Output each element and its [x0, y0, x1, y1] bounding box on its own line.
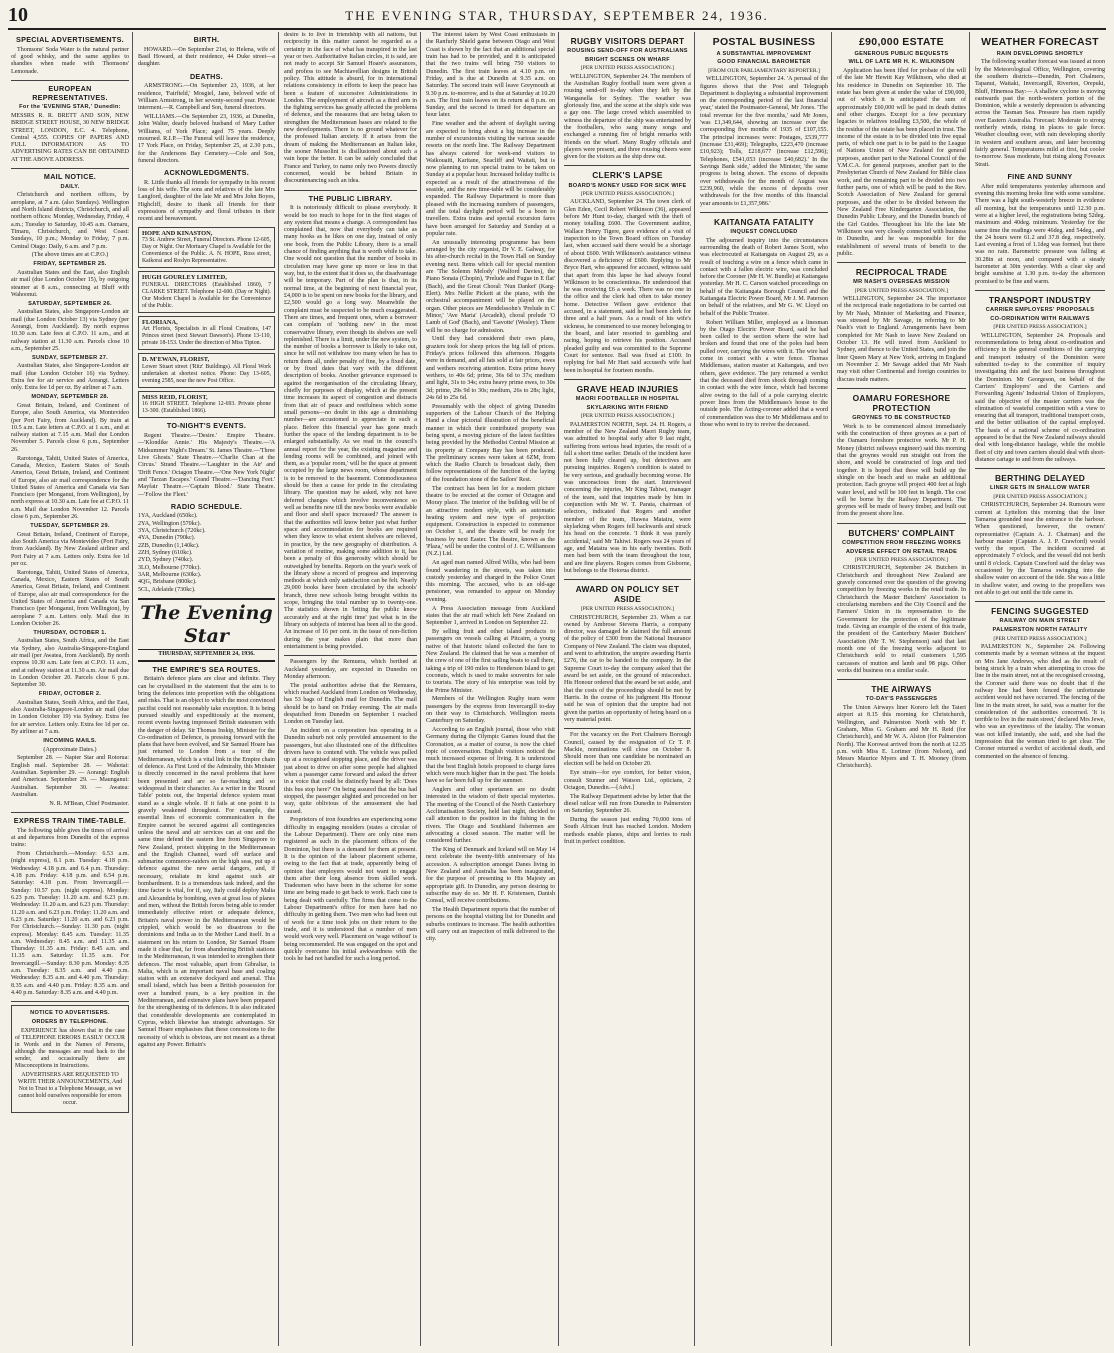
estate-text: Application has been filed for probate of the will of the late Mr Hewitt Kay Wilkinson, who died at his residence in Dunedin on September 10. The estate has been given at under the value of £90,000, out of which it is anticipated the sum of approximately £60,000 will be paid in death duties and other charges. Except for a few pecuniary legacies to relatives totalling £3,500, the whole of the residue of the estate has been placed in trust. The income of the estate is to be divided into five equal parts, of which one part is to be paid to the League of Nations Union of New Zealand for general purposes, another part to the National Council of the Y.M.C.A. for general purposes, another part to the Presbyterian Church of New Zealand for Bible class work, and the remaining part to be divided into two further parts, one of which will be paid to the Rev. Scotch Association of New Zealand for general purposes, and the other to be divided between the New Zealand Free Kindergarten Association, the Dunedin Public Library, and the Dunedin branch of the Girl Guides. Throughout his life the late Mr Wilkinson was very closely connected with business in Dunedin, and he was responsible for the establishment of several trusts of benefit to the public. [837, 68, 966, 257]
fencing-text: PALMERSTON N., September 24. Following comments made by a woman witness at the inquest on Mrs Jane Andrews, who died as the result of being struck by a train when attempting to cross the line in the main street, not at the recognised crossing, the Coroner said there was no doubt that if the railway line had been fenced the unfortunate accident would not have occurred. The fencing of the line in the main street, he said, was a matter for the consideration of the authorities concerned. 'It is terrible to live in the main street,' declared Mrs Jewe, who was an eyewitness of the fatality. The woman was not killed instantly, she said, and she had the impression that the woman tried to get clear. The Coroner returned a verdict of accidental death, and commented on the absence of fencing. [975, 644, 1106, 760]
news-item: The King of Denmark and Iceland will on May 14 next celebrate the twenty-fifth anniversary of his accession. A subscription amongst Danes living in New Zealand and Australia has been inaugurated, for the purpose of presenting to His Majesty an appropriate gift. In Dunedin, any person desiring to subscribe may do so. Mr H. F. Kristensen, Danish Consul, will receive contributions. [426, 847, 555, 905]
news-item: Passengers by the Remuera, which berthed at Auckland yesterday, are expected in Dunedin on Monday afternoon. [284, 659, 417, 680]
kaitangata-text-2: Robert William Miller, employed as a linesman by the Otago Electric Power Board, said he had been called to the section where the wire had broken and found that one of the poles had been pulled over, carrying the wires with it. The wire had come in contact with a wire fence. Thomas Middlemass, station master at Kaitangata, and two others, gave evidence. The jury returned a verdict that the deceased died from shock through coming in contact with the wire fence, which had become alive owing to the fall of a pole carrying electric power lines from the Middlemass's house to the outside pole. The Acting-coroner added that a word of commendation was due to Mr Middlemass and to those who went to try to revive the deceased. [700, 319, 828, 428]
florist-ad-floriana [138, 316, 275, 351]
tuesday-text-2: Rarotonga, Tahiti, United States of America, Canada, Mexico, Eastern States of South America, Great Britain, Ireland, and Continent of Europe, also air mail correspondence for the United States of America and Canada via San Francisco (per Monganui, from Wellington), by aeroplane 7 a.m. Letters only. Mail due in London October 26. [11, 569, 129, 627]
friday2-heading: FRIDAY, OCTOBER 2. [38, 691, 102, 698]
friday2-text: Australian States, South Africa, and the East, also Australia-Singapore-London air mail (due in London October 19) via Sydney. Extra fee for air service. Letters only. Extra fee 1d per oz. By airliner at 7 a.m. [11, 699, 129, 736]
paper-date-line: THE EVENING STAR, THURSDAY, SEPTEMBER 24, 1936. [345, 8, 769, 23]
trade-subhead: MR NASH'S OVERSEAS MISSION [853, 279, 950, 286]
transport-text: WELLINGTON, September 24. Proposals and recommendations to bring about co-ordination and efficiency in the general conditions of the carrying and transport industry of the Dominion were submitted to-day to the committee of inquiry investigating this and the taxi business throughout the Dominion. Mr Georgeson, on behalf of the Carriers' Employers' and the Carriers and Forwarding Agents' Industrial Union of Employers, said the objective of the master carriers was the elimination of wasteful competition with a view to ensuring that all transport, traditional transport costs, and the better utilisation of the capital employed. The basis of a national scheme of co-ordination appeared to be that the New Zealand railways should deal with long-distance haulage, while the mobile fleet of city and town carriers should deal with short-distance cartage to and from the railways. [975, 332, 1105, 463]
radio-station: 3YA, Christchurch (720kc). [138, 528, 206, 535]
press-credit: [PER UNITED PRESS ASSOCIATION.] [854, 287, 949, 294]
column-7 [834, 32, 970, 1346]
foreshore-subhead: GROYNES TO BE CONSTRUCTED [852, 415, 951, 422]
postal-headline: POSTAL BUSINESS [712, 36, 816, 48]
birth-heading: BIRTH. [193, 35, 220, 44]
ad-text: Art Florists, Specialists in all Floral Creations, 147 Princes street (next Stewart Dawson's). Phone 13-110, private 18-153. Under the direction of Miss Tipton. [142, 326, 271, 347]
express-text-2: From Christchurch.—Monday: 6.53 a.m. (night express), 8.1 p.m. Tuesday: 4.18 p.m. Wednesday: 4.18 p.m. and 6.4 p.m. Thursday: 4.18 p.m. Friday: 4.18 p.m. and 6.54 p.m. Saturday: 4.18 p.m. From Invercargill.—Sunday: 10.57 p.m. (night express). Monday: 6.23 p.m. Tuesday: 11.20 a.m. and 6.23 p.m. Wednesday: 11.20 a.m. and 6.23 p.m. Thursday: 11.20 a.m. and 6.23 p.m. Friday: 11.20 a.m. and 6.23 p.m. Saturday: 11.20 a.m. and 6.23 p.m. For Christchurch.—Sunday: 11.30 p.m. (night express). Monday: 8.45 a.m. Tuesday: 11.35 a.m. Wednesday: 8.45 a.m. and 11.35 a.m. Thursday: 11.35 a.m. Friday: 8.45 a.m. and 11.35 a.m. Saturday: 11.35 a.m. For Invercargill.—Sunday: 8.30 p.m. Monday: 8.35 a.m. Tuesday: 8.35 a.m. and 4.40 p.m. Wednesday: 8.35 a.m. and 4.40 p.m. Thursday: 8.35 a.m. and 4.40 p.m. Friday: 8.35 a.m. and 4.40 p.m. Saturday: 8.35 a.m. and 4.40 p.m. [11, 851, 129, 997]
clerk-subhead: BOARD'S MONEY USED FOR SICK WIFE [568, 182, 687, 189]
thursday-heading: THURSDAY, OCTOBER 1. [33, 629, 107, 636]
ad-name: MISS REID, FLORIST, [142, 393, 208, 401]
fencing-subhead-2: PALMERSTON NORTH FATALITY [992, 627, 1088, 634]
press-credit: [PER UNITED PRESS ASSOCIATION.] [993, 635, 1087, 642]
news-item: The postal authorities advise that the Remuera, which reached Auckland from London on Wednesday, has 53 bags of English mail for Dunedin. The mail should be to hand on Friday evening. The air mails despatched from Dunedin on September 1 reached London on Tuesday last. [284, 682, 417, 726]
deaths-text-2: WILLIAMS.—On September 23, 1936, at Dunedin, John Walter, dearly beloved husband of Mary Luther Williams, of York Place; aged 75 years. Deeply mourned. R.I.P.—The Funeral will leave the residence, 17 York Place, on Friday, September 25, at 2.30 p.m., for the Andersons Bay Cemetery.—Cole and Son, funeral directors. [138, 113, 275, 164]
fine-sunny-text: After mild temperatures yesterday afternoon and evening this morning broke fine with some sunshine. There was a light south-westerly breeze in evidence all morning, but the temperatures until 12.30 p.m. were at a higher level, the registrations being 52deg. maximum and 40deg. minimum. Yesterday for the same time the readings were 46deg. and 54deg., and the 24 hours were 61.2 and 37.8 deg. respectively. Last evening a frost of 1.1deg was formed, but there was no rain. Barometric pressure was falling at 30.28in at noon, and compared with a steady barometer at 30in yesterday. With a clear sky and bright sunshine at 1.30 p.m. to-day the afternoon promised to be fine and warm. [975, 183, 1105, 285]
radio-station: 3LO, Melbourne (770kc). [138, 564, 201, 571]
tonight-heading: TO-NIGHT'S EVENTS. [166, 421, 247, 431]
press-credit: [PER UNITED PRESS ASSOCIATION.] [580, 191, 675, 198]
news-item: The interest taken by West Coast enthusiasts in the Ranfurly Shield game between Otago and West Coast is shown by the fact that an additional special train has had to be provided, and it is anticipated that the two trains will bring 750 visitors to Dunedin. The first train leaves at 4.10 p.m. on Friday, and is due at Dunedin at 9.35 a.m. on Saturday. The second train will leave Greymouth at 9.30 p.m. to-morrow, and is due at Saturday at 10.20 a.m. The first train leaves on its return at 8 p.m. on Sunday, and the second is timed for departure an hour later. [426, 32, 555, 119]
head-injuries-headline: GRAVE HEAD INJURIES [576, 383, 679, 394]
column-6 [697, 32, 832, 1346]
editorial-text: Britain's defence plans are clear and definite. They can be crystallised in the statement that the aim is to bring the defences into proportion with the obligations and risks. That is an object to which the most convinced pacifist could not reasonably take exception. It is being pursued steadily and expeditiously at the moment, recent events having impressed British statesmen with the danger of delay. Sir Thomas Inskip, Minister for the Co-ordination of Defence, is pressing forward with the plans that have been evolved, and Sir Samuel Hoare has just returned to London from a tour of the Mediterranean, which is a vital link in the Empire chain of defence. As First Lord of the Admiralty, this Minister is directly concerned in the naval problems that have been presented and are so far-reaching and so widespread in their character. As a writer in the 'Round Table' points out, the Imperial defence system must stand as a single whole. If it fails at one point it is gravely weakened throughout. For example, the essential lines of economic communication in the Empire cannot be secured against all contingencies unless the naval and air services can at one and the same time defend the eastern line from Singapore to New Zealand, protect shipping in the Mediterranean and the English Channel, ward off surface and submarine commerce-raiders on the high seas, put up a defence against the new aerial dangers, and, if necessary, retaliate in kind against such air bombardment. It is a tremendous task indeed, and the time factor is vital, for if, say, Italy could deploy Malta and Alexandria by bombing, even at great loss of planes and men, without the British forces being able to render immediately effective retort or adequate defence, Britain's naval power in the Mediterranean would be crippled, which would be so disastrous to the dominions and India as to the Mother Land itself. In a statement on his return to London, Sir Samuel Hoare made it clear that, far from abandoning British stations in the Mediterranean, it was intended to strengthen their defences. The most valuable, apart from Gibraltar, is Malta, which is an important naval base and coaling station with an extensive dockyard and arsenal. This small island, which has been a British possession for over a hundred years, is a key position in the Mediterranean, and extensive plans have been prepared for the strengthening of its defences. It is also indicated that considerable developments are contemplated in Cyprus, which likewise has strategic advantages. Sir Samuel Hoare emphasises that these concessions to the necessity of which is obvious, are not meant as a threat against any Power. Britain's [138, 676, 275, 1048]
news-item: The Railway Department advise by letter that the diesel railcar will run from Dunedin to Palmerston on Saturday, September 26. [564, 793, 691, 815]
press-credit: [PER UNITED PRESS ASSOCIATION.] [993, 494, 1087, 501]
radio-schedule [138, 513, 275, 593]
rugby-headline: RUGBY VISITORS DEPART [570, 36, 685, 46]
press-credit: [PER UNITED PRESS ASSOCIATION.] [580, 65, 675, 72]
column-4 [423, 32, 559, 1346]
butchers-headline: BUTCHERS' COMPLAINT [848, 527, 955, 538]
incoming-heading: INCOMING MAILS. [43, 737, 97, 744]
column-1 [8, 32, 133, 1346]
evening-star-masthead: The Evening Star [138, 598, 275, 651]
estate-headline: £90,000 ESTATE [859, 36, 944, 48]
news-item: The Health Department reports that the number of persons on the hospital visiting list for Dunedin and suburbs continues to increase. The health authorities will carry out an inspection of milk delivered to the city. [426, 907, 555, 943]
special-ad-text: Thomsons' Soda Water is the natural partner of good whisky, and the same applies to shandies when made with Thomsons' Lemonade. [11, 46, 129, 75]
incoming-text: September 28. — Napier Star and Rotorua: English mail. September 28. — Wahotai: Australian. September 29. — Aorangi: English and American. September 29. — Maunganui: Australian. September 30. — Awatea: Australian. [11, 755, 129, 798]
library-heading: THE PUBLIC LIBRARY. [308, 193, 393, 203]
mail-notice-heading: MAIL NOTICE. [43, 172, 97, 182]
library-text: It is notoriously difficult to please everybody. It would be too much to hope for in the first stages of any system that means a change. A correspondent has complained that, now that everybody can take as many books as he likes on one day, instead of only one book, from the Public Library, there is a small chance of finding anything that is worth while to take. One would not question that the number of books in circulation may have gone up more or less in that way, but, to the extent that it does so, the disadvantage will be temporary. Part of the plan is that, in its normal time, at the beginning of next financial year, £4,000 is to be spent on new books for the library, and £2,500 would go a long way. Meanwhile the complaint must be suspected to be much exaggerated. There are times, and frequent ones, when a borrower can complain of 'nothing new' in the most conservative library, even though its shelves are well replenished. There is a limit, under the new system, to the number of books a borrower is likely to take out, since he will not withdraw too many when he has to return them all, under penalty of fine, by a fixed date, or by fixed dates that vary with the different description of books. Another grievance expressed is against the reorganisation of the circulating library, chiefly for purposes of display, which at the present time increases its aspect of congestion and distracts from that air of peace and restfulness which some small persons—no doubt in this age a diminishing number—are accustomed to appreciate in such a place. Before this financial year has gone much further the space of the lending department is to be enlarged substantially. As we read in the council's annual report for the year, the existing magazine and lending rooms will be combined, and joined with them, as a 'popular room,' will be the space at present occupied by the large news room, whose department is to be removed to the basement. Commodiousness should be then a cause for pride in the circulating library. The question may be asked, why not have deferred changes which involve inconvenience so well as benefits now till the new books were available and floor and shelf space increased? The answer is that the authorities will know better just what further space and accommodation for books are required when they know to what extent shelves are relieved, in practice, by the new geography of distribution. A variation of routine, making some addition to it, has been a penalty of this generosity which should be outweighed by benefits. Reports on the year's work of the library show a record of progress and improving methods at which only satisfaction can be felt. Nearly 29,000 books have been circulated by the schools' branch, three new schools being brought within its scope, bringing the total number up to twenty-one. The statistics shown in 'letting the public know accurately and at the right time' just what is in the library on subjects of interest has been all to the good. An increase of 16 per cent. in the issue of non-fiction during the year makes plain that more than entertainment is being provided. [284, 205, 417, 650]
radio-station: 4YA, Dunedin (790kc). [138, 535, 196, 542]
rugby-text: WELLINGTON, September 24. The members of the Australian Rugby football team were given a rousing send-off to-day when they left by the Wanganella for Sydney. The weather was gloriously fine, and the scene at the ship's side was a gay one. The large crowd which assembled to witness the departure of the ship was entertained by the footballers, who sang many songs and exchanged a running fire of bright remarks with friends on the wharf. Many Rugby officials and players were present, and three rousing cheers were given for the visitors as the ship drew out. [564, 73, 691, 161]
clerk-text: AUCKLAND, September 24. The town clerk of Glen Eden, Cecil Robert Wilkinson (36), appeared before Mr Hunt to-day, charged with the theft of money totalling £600. The Government auditor, Wallace Henry Tigere, gave evidence of a visit of inspection to the Town Board offices on Tuesday last, when accused said there would be a shortage of about £600. With Wilkinson's assistance witness discovered a deficiency of £600. Replying to Mr Bryce Hart, who appeared for accused, witness said that apart from this lapse he had always found Wilkinson to be conscientious. He understood that he was receiving £6 a week. There was no one in the office and the clerk had often to take money home. Detective Wilson gave evidence that accused, in a statement, said he had been clerk for three and a half years. As a result of his wife's sickness, he commenced to use money belonging to the board, and later resorted to gambling and racing, hoping to retrieve his position. Accused pleaded guilty and was committed to the Supreme Court for sentence. Bail was fixed at £100. In replying for bail Mr Hart said accused's wife had been in hospital for fourteen months. [564, 199, 691, 374]
news-item: Proprietors of iron foundries are experiencing some difficulty in engaging moulders (states a circular of the Labour Department). There are only nine men registered as such in the placement offices of the Dominion, but there is a demand for them at present. It is the opinion of the labour placement scheme, owing to the fact that at trade, apparently being of opinion that employers would not want to engage them after their long absence from skilled work. Tradesmen who have been in the scheme for some time are being made to get back to work. Each case is being dealt with carefully. The firms that come to the Labour Department's office for men have had no difficulty in getting them. Two men who had been out of work for a time took jobs on their return to the trade, and it is understood that a number of men would work very well. Placement on 'wage without' is being recommended. He was engaged on the spot and quickly overcame his initial awkwardness with the tools he had not handled for such a long period. [284, 817, 417, 963]
news-item: A Press Association message from Auckland states that the air mail which left New Zealand on September 1, arrived in London on September 22. [426, 605, 555, 627]
ad-name: FLORIANA, [142, 318, 178, 326]
butchers-subhead: COMPETITION FROM FREEZING WORKS [842, 539, 961, 546]
kaitangata-subhead: INQUEST CONCLUDED [730, 228, 798, 235]
tonight-text: Regent Theatre.—'Desire.' Empire Theatre.—'Klondike Annie.' His Majesty's Theatre.—'A Midsummer Night's Dream.' St. James Theatre.—'Three Live Ghosts.' State Theatre.—'Charlie Chan at the Circus.' Strand Theatre.—'Laughter in the Air' and 'Drift Fence.' Octagon Theatre.—'One New York Night' and 'Tarzan Escapes.' Grand Theatre.—'Dancing Feet.' Mayfair Theatre.—'Captain Blood.' State Theatre.—'Follow the Fleet.' [138, 433, 275, 498]
news-item: For the vacancy on the Port Chalmers Borough Council, caused by the resignation of Cr T. P. Mackie, nominations will close on October 8. Should more than one candidate be nominated an election will be held on October 20. [564, 732, 691, 768]
press-credit: [PER UNITED PRESS ASSOCIATION.] [580, 413, 675, 420]
airways-text: The Union Airways liner Korero left the Taieri airport at 8.15 this morning for Christchurch, Wellington, and Palmerston North with Mr F. Graham, Miss G. Graham and Mr H. Reid (for Christchurch), and Mr W. A. Alston (for Palmerston North). The Korowai arrived from the north at 12.35 p.m. with Miss E. Lorimer (from Nelson), and Messrs Maurice Myers and T. H. Mooney (from Christchurch). [837, 704, 966, 770]
monday-text-2: Rarotonga, Tahiti, United States of America, Canada, Mexico, Eastern States of South America, Great Britain, Ireland, and Continent of Europe, also air mail correspondence for the United States of America and Canada via San Francisco (per Monganui, from Wellington), by north express at 10.30 a.m. Late fee at C.P.O. 11 a.m. Mail due London November 12. Parcels close 6 p.m., September 26. [11, 455, 129, 521]
postal-subhead: A SUBSTANTIAL IMPROVEMENT [716, 50, 812, 57]
weather-headline: WEATHER FORECAST [981, 36, 1099, 48]
radio-station: 2YD, Sydney (740kc). [138, 557, 194, 564]
saturday-text: Australian States, also Singapore-London air mail (due London October 13) via Sydney (per Aorangi, from Auckland). By north express 10.30 a.m. Late fees at C.P.O. 11 a.m., and at railway station at 11.30 a.m. Parcels close 10 a.m., September 25. [11, 309, 129, 352]
foreshore-headline: OAMARU FORESHORE PROTECTION [852, 392, 951, 413]
airways-subhead: TO-DAY'S PASSENGERS [865, 696, 938, 703]
news-item: The contract has been let for a modern picture theatre to be erected at the corner of Octagon and Moray place. The interior of the building will be of an attractive modern style, with an automatic heating system and new type of projection equipment. Construction is expected to commence on October 1, and the theatre will be ready for business by next Easter. The theatre, known as the 'Plaza,' will be under the control of J. C. Williamson (N.Z.) Ltd. [426, 485, 555, 558]
ad-text: Lower Stuart street ('Ritz' Buildings). All Floral Work undertaken at shortest notice. Phone: Day 13-605, evening 2585, near the new Post Office. [142, 363, 271, 384]
clerk-headline: CLERK'S LAPSE [592, 170, 663, 181]
radio-station: 2ZB, Dunedin (1,140kc). [138, 542, 200, 549]
notice-to-advertisers [11, 1005, 129, 1112]
news-item: Fine weather and the advent of daylight saving are expected to bring about a big increase in the number of excursionists visiting the various seaside resorts on the north line. The Railway Department has always catered for week-end visitors to Waikouaiti, Karitane, Seacliff and Waitati, but is now planning to run special trains to be taken on Sunday at a popular hour. Increased holiday traffic is expected as a result of the attractiveness of the seaside, and the new time-table will be considerably expanded. The Railway Department is more than pleased with the increasing numbers of passengers, and the total daylight period will be a boon to travellers. Extra trains and special excursion fares have been arranged for Saturday and Sunday at a popular rate. [426, 121, 556, 237]
head-injuries-subhead: MAORI FOOTBALLER IN HOSPITAL [575, 396, 680, 402]
news-item: Members of the Wellington Rugby team were passengers by the express from Invercargill to-day on their way to Christchurch. Wellington meets Canterbury on Saturday. [426, 696, 555, 725]
news-item: By selling fruit and other island products to passengers on vessels calling at Pitcairn, a young native of that historic island collected the fare to New Zealand. He claimed that he was a member of the crew of one of the first sailing boats to call there, taking a trip of 190 miles to Henderson Island to get coconuts, which is used to make souvenirs for sale to tourists. The story of his enterprise was told by the Prime Minister. [426, 629, 555, 694]
daily-note: (The above times are at C.P.O.) [31, 252, 109, 259]
deaths-heading: DEATHS. [189, 71, 224, 81]
news-item: Eye strain—for eye comfort, for better vision, consult Stunner and Watson Ltd., opticians, 2 Octagon, Dunedin.—[Advt.] [564, 770, 691, 791]
funeral-ad-hope-kinaston [138, 227, 275, 269]
notice-text-2: ADVERTISERS ARE REQUESTED TO WRITE THEIR ANNOUNCEMENTS, And Not to Trust to a Telephone Message, as we cannot hold ourselves responsible for errors occur. [17, 1071, 123, 1107]
fencing-headline: FENCING SUGGESTED [991, 606, 1089, 617]
fine-sunny-heading: FINE AND SUNNY [1007, 171, 1073, 181]
express-heading: EXPRESS TRAIN TIME-TABLE. [13, 816, 127, 826]
saturday-heading: SATURDAY, SEPTEMBER 26. [28, 300, 112, 307]
thursday-text: Australian States, South Africa, and the East via Sydney, also Australia-Singapore-England air mail (per Awatea, from Auckland). By north express 10.30 a.m. Late fees at C.P.O. 11 a.m., and at railway station at 11.30 a.m. Air mail due in London October 20. Parcels close 6 p.m. September 30. [11, 638, 129, 689]
rugby-subhead: ROUSING SEND-OFF FOR AUSTRALIANS [567, 48, 688, 55]
incoming-sub: (Approximate Dates.) [43, 746, 97, 753]
editorial-date: THURSDAY, SEPTEMBER 24, 1936. [138, 651, 275, 661]
daily-heading: DAILY. [60, 183, 80, 190]
transport-subhead-2: CO-ORDINATION WITH RAILWAYS [990, 315, 1090, 322]
trade-text: WELLINGTON, September 24. The importance of the reciprocal trade negotiations to be carried out by Mr Nash, Minister of Marketing and Finance, was stressed by Mr Savage, in referring to Mr Nash's visit to England. Arrangements have been completed for Mr Nash to leave New Zealand on October 13. He will travel from Auckland to Sydney, and thence to the United States, and join the liner Queen Mary at New York, arriving in England on November 2. Mr Savage added that Mr Nash may visit other Continental and foreign countries to discuss trade matters. [837, 296, 966, 383]
deaths-text-1: ARMSTRONG.—On September 23, 1936, at her residence, 'Fairfield,' Mosgiel, Jane, beloved wife of William Armstrong, in her seventy-second year. Private interment.—R. Campbell and Son, funeral directors. [138, 83, 275, 112]
head-injuries-text: PALMERSTON NORTH, Sept. 24. H. Rogers, a member of the New Zealand Maori Rugby team, was admitted to hospital early after 9 last night, suffering from serious head injuries, the result of a fall a short time earlier. Details of the incident have not been fully cleared up, but detectives are pursuing inquiries. Rogers's condition is stated to be very serious, and gradually becoming worse. He was unconscious from the start. Interviewed concerning the injuries, Mr King Tahiwi, manager of the team, said that inquiries made by him in conjunction with Mr W. T. Parata, chairman of selectors, indicated that Rogers and another member of the team, Hawea Mataira, were skylarking when Rogers fell backwards and struck his head on the concrete. 'I think it was purely accidental,' said Mr Tahiwi. Rogers was 24 years of age, and Mataira was in his early twenties. Both men had been with the team throughout the tour, and are fine players. Rogers comes from Gisborne, but belongs to the Hotorua district. [564, 421, 691, 574]
berthing-headline: BERTHING DELAYED [994, 473, 1086, 484]
kaitangata-headline: KAITANGATA FATALITY [714, 216, 814, 227]
airways-headline: THE AIRWAYS [871, 684, 932, 695]
head-injuries-subhead-2: SKYLARKING WITH FRIEND [586, 404, 669, 411]
sunday-text: Australian States, also Singapore-London air mail (due London October 16) via Sydney. Extra fee for air service and Aorangi. Letters only. Extra fee 1d per oz. By airliner at 7 a.m. [11, 363, 129, 392]
news-item: During the season just ending 70,000 tons of South African fruit has reached London. Modern methods enable planes, ships and lorries to rush fruit in perfect condition. [564, 817, 691, 846]
funeral-ad-gourley [138, 271, 275, 313]
ack-heading: ACKNOWLEDGMENTS. [163, 168, 250, 178]
monday-heading: MONDAY, SEPTEMBER 28. [31, 394, 109, 401]
page-number: 10 [8, 4, 28, 26]
notice-heading: NOTICE TO ADVERTISERS. [30, 1010, 110, 1017]
butchers-subhead-2: ADVERSE EFFECT ON RETAIL TRADE [845, 548, 958, 555]
radio-station: 2YA, Wellington (570kc). [138, 520, 202, 527]
european-sub: For the 'EVENING STAR,' Dunedin: [19, 104, 121, 111]
express-text: The following table gives the times of arrival at and departures from Dunedin of the express trains: [11, 827, 129, 849]
radio-station: 5CL, Adelaide (730kc). [138, 586, 196, 593]
news-item: An aged man named Alfred Willis, who had been found wandering in the streets, was taken into custody yesterday and charged in the Police Court this morning. The accused, who is an old-age pensioner, was remanded to appear on Monday evening. [426, 560, 555, 603]
press-credit: [PER UNITED PRESS ASSOCIATION.] [854, 557, 949, 564]
kaitangata-text: The adjourned inquiry into the circumstances surrounding the death of Robert James Scott, who was electrocuted at Kaitangata on August 29, as a result of touching a wire on a fence which came in contact with a fallen electric wire, was concluded before the Coroner (Mr H. W. Bundle) at Kaitangata yesterday. Mr H. C. Carson watched proceedings on behalf of the Kaitangata Borough Council and the Kaitangata Electric Power Board, Mr J. M. Paterson on behalf of the relatives, and Mr G. W. Lloyd on behalf of the Public Trustee. [700, 237, 828, 317]
editorial-heading: THE EMPIRE'S SEA ROUTES. [152, 664, 261, 674]
press-credit: [PER UNITED PRESS ASSOCIATION.] [580, 606, 675, 613]
european-heading: EUROPEAN REPRESENTATIVES. [32, 83, 108, 102]
radio-heading: RADIO SCHEDULE. [170, 501, 243, 511]
special-ads-heading: SPECIAL ADVERTISEMENTS. [16, 35, 124, 44]
daily-text: Christchurch and northern offices, by aeroplane, at 7 a.m. (also Sundays). Wellington and North Island districts, Christchurch, and all northern offices: Monday, Wednesday, Friday, 4 a.m.; Tuesday to Saturday, 10.45 a.m. Oamaru, Timaru, Christchurch, and West Coast: Sundays, 10 p.m.; Monday to Friday, 7 p.m. Central Otago: Daily, 6 a.m. and 7 p.m. [11, 192, 129, 250]
berthing-subhead: LINER GETS IN SHALLOW WATER [990, 485, 1090, 492]
birth-text: HOWARD.—On September 21st, to Helena, wife of Basil Howard, at their residence, 44 Duke street—a daughter. [138, 46, 275, 68]
news-item: An unusually interesting programme has been arranged by the city organist, Dr V. E. Galway, for his after-church recital in the Town Hall on Sunday evening next. Items which call for special mention are 'The Solemn Melody' (Walford Davies), the Piano Sonata (Chopin), 'Prelude and Fugue in E flat' (Bach), and the Great Choral: 'Nun Danket' (Karg-Elert). Mrs Nellie Pickett at the piano, with the orchestral accompaniment will be played on the organ. Other pieces are Mendelssohn's 'Prelude in C Minor,' 'Ave Maria' (Arcadelt), choral prelude 'O Lamb of God' (Bach), and 'Gavotte' (Wesley). There will be no charge for admission. [426, 239, 555, 334]
news-item: Presumably with the object of giving Dunedin supporters of the Labour Church of the Helping Hand a clear pictorial illustration of the beneficial manner in which their contributed property was being spent, a moving picture of the latest facilities being provided by the Methodist Central Mission at its property at Company Bay has been produced. The preliminary scenes were taken at 6ZM, from which the Radio Church is broadcast daily, then follow representations of the function of the laying of the foundation stone of the Sailors' Rest. [426, 403, 555, 483]
weather-subhead: RAIN DEVELOPING SHORTLY [996, 50, 1084, 57]
newspaper-columns [8, 32, 1106, 1346]
tuesday-text: Great Britain, Ireland, Continent of Europe, also South America via Montevideo (Port Fairy, from Auckland). By New Zealand airliner and Port Fairy at 7 a.m. Letters only. Extra fee 1d per oz. [11, 531, 129, 567]
news-item: According to an English journal, those who visit Germany during the Olympic Games found that the Coronation, as a matter of course, is now the chief topic of conversation. English visitors noticed the much increased expense of living. It is understood that the best English hotels proposed to charge fares which were much higher than in the past. The hotels have so far been full up for the summer. [426, 727, 555, 785]
florist-ad-mewan [138, 353, 275, 388]
sunday-heading: SUNDAY, SEPTEMBER 27. [31, 354, 109, 361]
notice-sub: ORDERS BY TELEPHONE. [31, 1019, 109, 1026]
fencing-subhead: RAILWAY ON MAIN STREET [999, 618, 1081, 625]
editorial-continued: desire is to live in friendship with all nations, but reciprocity in this matter cannot be regarded as a certainty in the face of what has transpired in the last year or two. Authoritative Italian circles, it is said, are not ready to accept Sir Samuel Hoare's assurances, and profess to see Machiavellian designs in British policy. This attitude is absurd, for in international relations consistency in efforts to keep the peace has been a feature of successive Administrations in London. The employment of aircraft as a third arm in the fighting services has greatly affected the problems of defence, and the measures that are being taken to strengthen the Mediterranean bases are related to the new developments. There is no ground whatever for the professed Italian anxiety. If it arises from the dream of making the Mediterranean an Italian lake, the sooner Mussolini is disillusioned about such a vain hope the better. It can be safely concluded that France and Turkey, to name only two Powers directly concerned, would be behind Britain in discountenancing such an idea. [284, 32, 417, 185]
berthing-text: CHRISTCHURCH, September 24. Rumours were current at Lyttelton this morning that the liner Tamaroa grounded near the entrance to the harbour. When questioned, however, the owners' representative (Captain A. J. Chatman) and the harbour master (Captain A. J. P. Crawford) would verify the report. The incident occurred at approximately 7 o'clock, and the vessel did not berth until 8 o'clock. Captain Crawford said the delay was occasioned by the Tamaroa swinging into the shallow water on account of the tide. She was a little in shallow water, and owing to the propellers was not able to get out until the tide came in. [975, 502, 1105, 597]
column-2 [135, 32, 279, 1346]
column-5 [561, 32, 695, 1346]
postmaster-sign: N. R. M'Bean, Chief Postmaster. [49, 800, 129, 807]
monday-text: Great Britain, Ireland, and Continent of Europe, also South America, via Montevideo (per Port Fairy, from Auckland). By train at 10.5 a.m. Late letters at C.P.O. at 1 a.m., and at railway station at 7.15 a.m. Mail due London November 5. Parcels close 6 p.m., September 26. [11, 402, 129, 453]
press-credit: [PER UNITED PRESS ASSOCIATION.] [993, 324, 1087, 331]
radio-station: 2ZH, Sydney (610kc). [138, 550, 193, 557]
foreshore-text: Work is to be commenced almost immediately with the construction of three groynes as a part of the Oamaru foreshore protective work. Mr P. H. Money (district railways engineer) said this morning that the groynes would run straight out from the shore, and would be constructed of logs and tied together. It is hoped that these will build up the shingle on the beach and so make an additional protection. Each groyne will project 400 feet at high water level, and will be 100 feet in length. The cost will be borne by the Railway Department. The groynes will be made of heavy timber, and built out from the present shore line. [837, 423, 966, 518]
news-item: Until they had considered their own plans, graziers took for sheep prices the big fall of prices. Friday's prices followed this afternoon. Hoggets were in demand, and all fats sold at fair prices, ewes and wethers receiving attention. Extra prime heavy wethers, to 40s 6d; prime, 36s 6d to 37s; medium and light, 31s to 34s; extra heavy prime ewes, to 30s 3d; prime, 29s 9d to 30s; medium, 26s to 28s; light, 24s 6d to 25s 6d. [426, 336, 555, 401]
transport-subhead: CARRIER EMPLOYERS' PROPOSALS [985, 307, 1095, 314]
ack-text: R. Little thanks all friends for sympathy in his recent loss of his wife. The sons and relatives of the late Mrs Langford, daughter of the late Mr and Mrs John Boyes, Highcliff, desire to thank all friends for their expressions of sympathy and floral tributes in their recent and bereavement. [138, 179, 275, 223]
trade-headline: RECIPROCAL TRADE [855, 267, 948, 278]
rugby-subhead-2: BRIGHT SCENES ON WHARF [585, 56, 670, 63]
ad-name: HOPE AND KINASTON, [142, 229, 213, 237]
news-item: An incident on a corporation bus operating in a Dunedin suburb not only provided amusement to the passengers, but also illustrated one of the difficulties drivers have to contend with. The vehicle was pulled up at a recognised stopping place, and the driver was just about to drive on after some people had alighted when a passenger came forward and asked the driver in a voice that could be distinctly heard by all: 'Does this bus stop here?' On being assured that the bus had stopped, the passenger alighted and proceeded on her way, quite oblivious of the amusement she had caused. [284, 728, 417, 815]
transport-headline: TRANSPORT INDUSTRY [988, 295, 1092, 305]
press-credit: [FROM OUR PARLIAMENTARY REPORTER.] [708, 68, 820, 74]
estate-subhead: GENEROUS PUBLIC BEQUESTS [854, 50, 949, 57]
ad-text: 16 HIGH STREET. Telephone 12-693. Private phone 13-300. (Established 1866). [142, 401, 271, 415]
news-item: Anglers and other sportsmen are no doubt interested in the wisdom of their special mysteries. The meeting of the Council of the North Canterbury Acclimatisation Society, held last night, decided to call attention to the position in the fishing in the rivers. The Otago and Southland fishermen are advocating a closed season. The matter will be considered further. [426, 787, 555, 845]
friday-heading: FRIDAY, SEPTEMBER 25. [33, 261, 107, 268]
award-headline: AWARD ON POLICY SET ASIDE [575, 584, 680, 605]
notice-text: EXPERIENCE has shown that in the case of TELEPHONE ERRORS EASILY OCCUR in Words and in the Names of Persons, although the messages are read back to the sender, and occasionally there are Misconceptions in Instructions. [15, 1027, 125, 1070]
weather-text: The following weather forecast was issued at noon by the Meteorological Office, Wellington, covering the southern districts—Dunedin, Port Chalmers, Tapanui, Waitaki, Invercargill, Riverton, Orepuki, Bluff, Hinemoa Bay:— A shallow cyclone is moving eastwards past the north-western portion of the Dominion, while a westerly depression is advancing across the Tasman Sea. Pressure has risen rapidly over Eastern Australia. Forecast: Moderate to strong northerly winds, rising in places to gale force. Weather clouding over, with rain developing shortly in western and southern areas, and later becoming fairly general. Temperatures mild at first, but cooler to-morrow. Seas moderate, but rising along Foveaux Strait. [975, 59, 1105, 168]
estate-subhead-2: WILL OF LATE MR H. K. WILKINSON [848, 59, 955, 66]
florist-ad-reid [138, 391, 275, 419]
friday-text: Australian States and the East, also English air mail (due London October 15), by outgoing steamer at 8 a.m., connecting at Bluff with Wahoonui. [11, 269, 129, 298]
masthead [8, 6, 1106, 30]
european-text: MESSRS R. R. BRETT AND SON, NEW BRIDGE STREET HOUSE, 30 NEW BRIDGE STREET, LONDON, E.C. 4. Telephone, Central 4,555. COPIES OF PAPERS AND FULL INFORMATION AS TO ADVERTISING RATES CAN BE OBTAINED AT THE ABOVE ADDRESS. [11, 112, 129, 163]
column-3 [281, 32, 421, 1346]
postal-subhead-2: GOOD FINANCIAL BAROMETER [717, 59, 811, 66]
postal-text: WELLINGTON, September 24. 'A perusal of the figures shows that the Post and Telegraph Department is displaying a substantial improvement on the corresponding period of the last financial year,' stated the Postmaster-General, Mr Jones. 'The total revenue for the five months,' said Mr Jones, 'was £1,349,644, showing an increase over the corresponding five months of 1935 of £107,155. The principal increases were: Postages, £539,777 (increase £31,469); Telegraphs, £223,470 (increase £10,923); Tolls, £218,677 (increase £12,596); Telephones, £541,053 (increase £40,682).' In the Savings Bank side,' added the Minister, 'the same progress is being shown. The excess of deposits over withdrawals for the month of August was £239,960, while the excess of deposits over withdrawals for the five months of this financial year amounts to £1,357,986.' [700, 76, 828, 207]
ad-name: HUGH GOURLEY LIMITED, [142, 274, 227, 282]
column-8 [972, 32, 1108, 1346]
radio-station: 4QG, Brisbane (800kc). [138, 579, 197, 586]
ad-text: 73 St. Andrew Street, Funeral Directors. Phone 12-605, Day or Night. Our Mortuary Chapel is Available for the Convenience of the Public. A. N. HOPE, Ross street, Kaikorai and Roslyn Representative. [142, 237, 272, 265]
radio-station: 1YA, Auckland (650kc). [138, 513, 198, 520]
ad-name: D. M'EWAN, FLORIST, [142, 356, 210, 364]
tuesday-heading: TUESDAY, SEPTEMBER 29. [30, 522, 110, 529]
ad-text: FUNERAL DIRECTORS (Established 1860), 7 CLARKE STREET. Telephone 12-600. (Day or Night). Our Modern Chapel is Available for the Convenience of the Public. [142, 281, 271, 309]
award-text: CHRISTCHURCH, September 23. When a car owned by Ambrose Stevens Harris, a company director, was damaged he claimed the full amount of the policy of £300 from the National Insurance Company of New Zealand. The claim was disputed, and went to arbitration, the umpire awarding Harris £276, the car to be handed to the company. In the Supreme Court to-day the company asked that the award be set aside, on the ground of misconduct. His Honour ordered that the award be set aside, and that the costs of the proceedings should be met by Harris. In the course of his judgment His Honour said he was of opinion that the umpire had not given the parties an opportunity of being heard on a very material point. [564, 614, 691, 723]
butchers-text: CHRISTCHURCH, September 24. Butchers in Christchurch and throughout New Zealand are gravely concerned over the question of the growing competition by freezing works in the retail trade. In Christchurch the Master Butchers' Association is circularising members and the City Council and the Farmers' Union in its representation to the Government for the protection of the legitimate trade. Giving an example of the extent of this trade, the president of the Canterbury Master Butchers' Association (Mr T. W. Stephenson) said that last month one of the freezing works adjacent to Christchurch sold to retail customers 1,595 carcasses of mutton and lamb and 98 pigs. Other works did business on a similar scale. [837, 565, 966, 674]
radio-station: 3AR, Melbourne (630kc). [138, 571, 202, 578]
